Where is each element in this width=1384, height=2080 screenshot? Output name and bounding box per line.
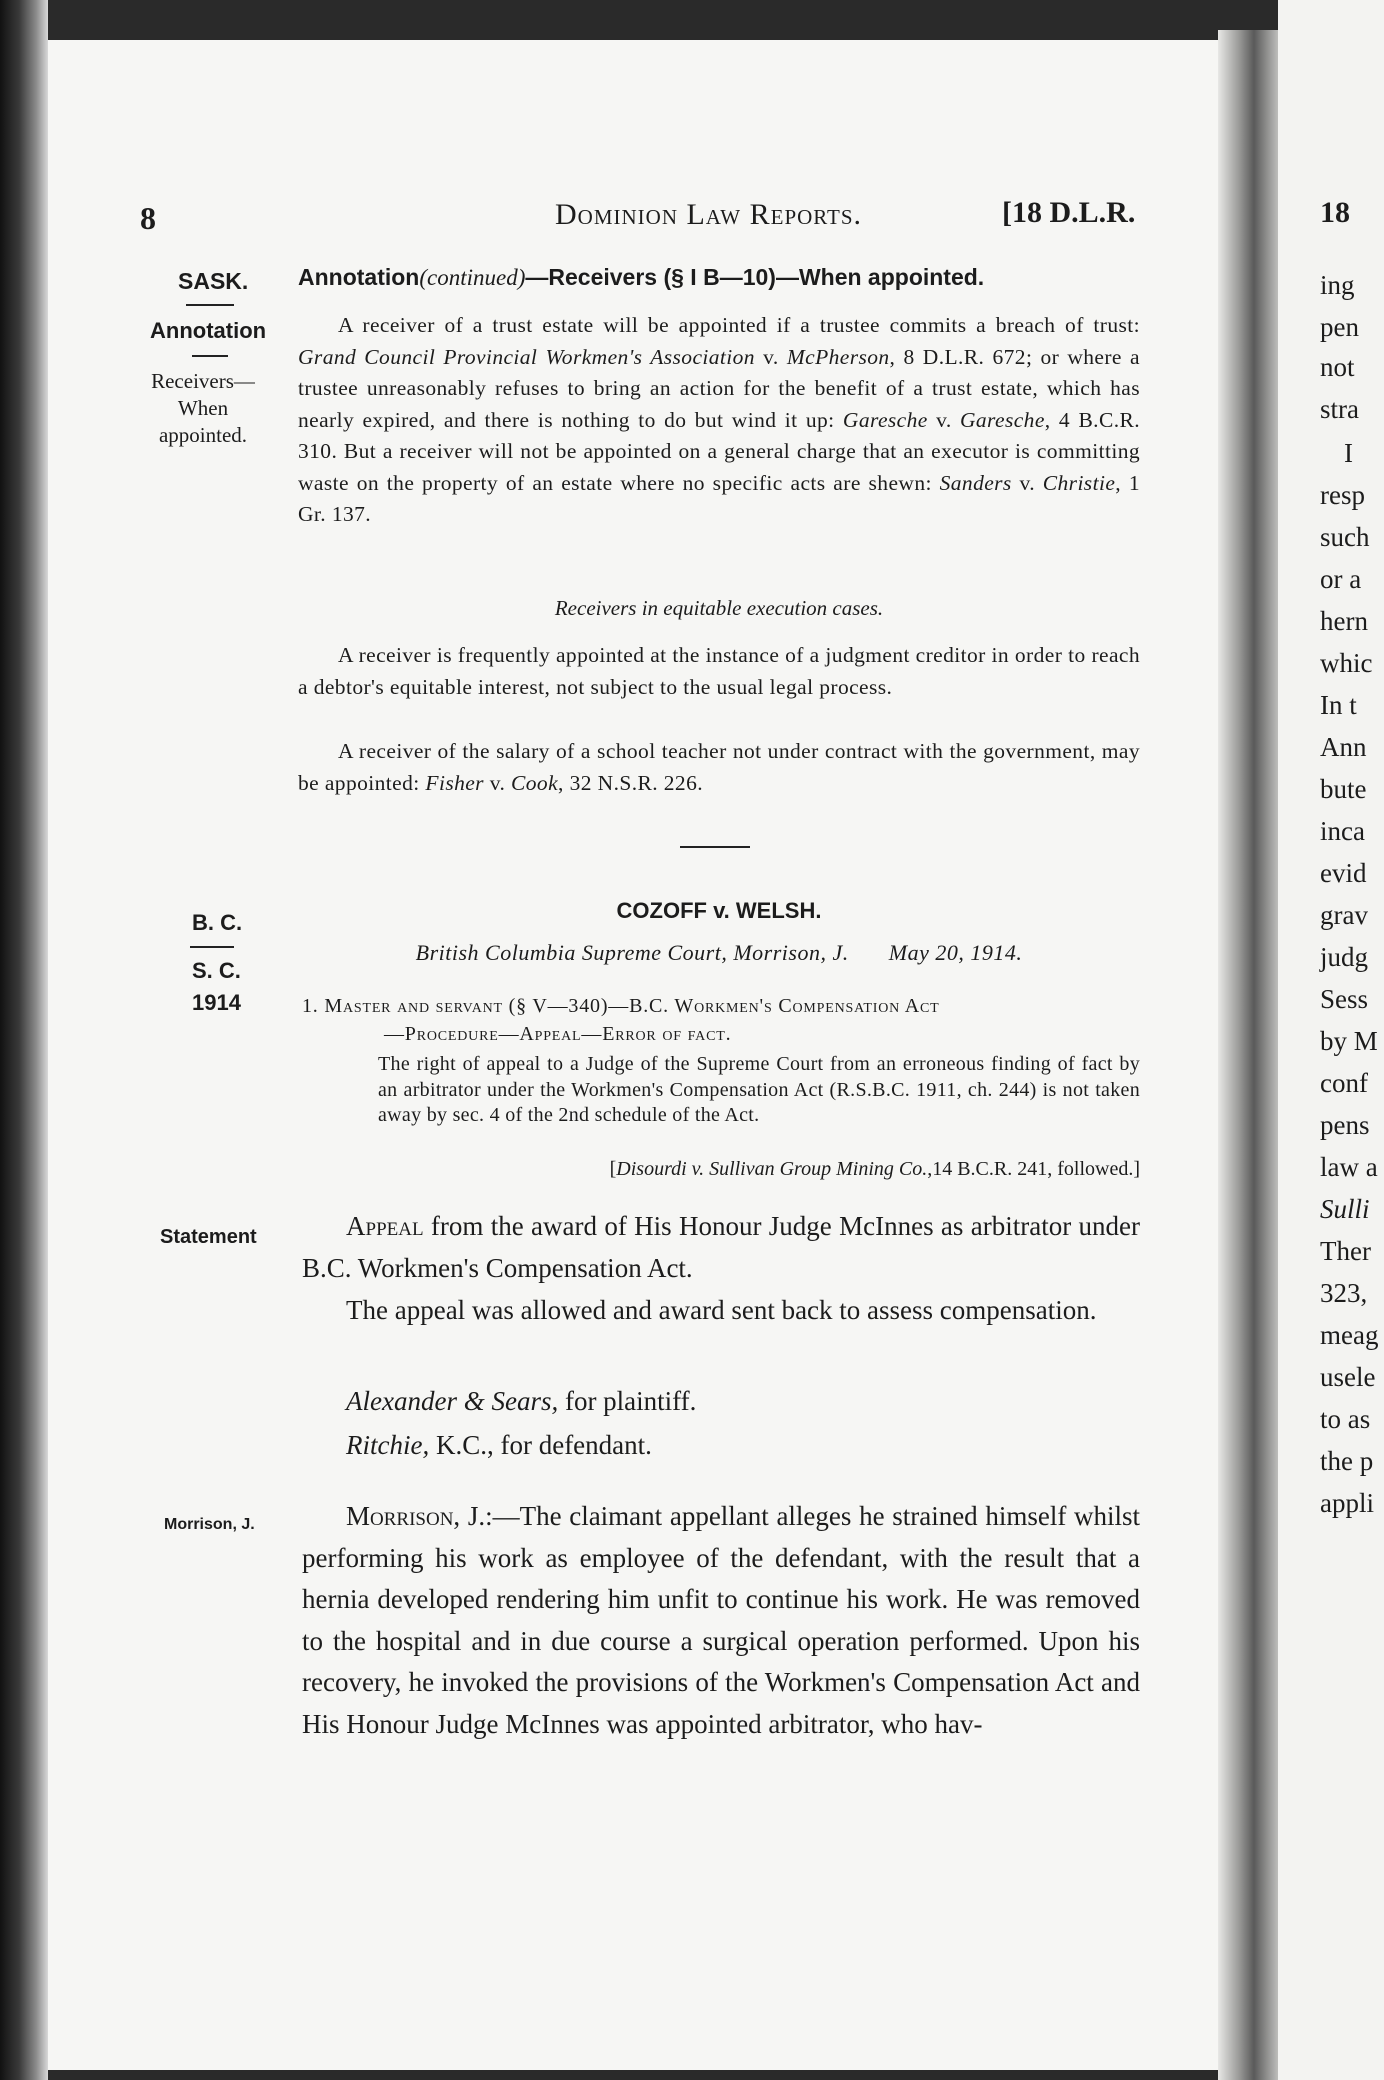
facing-page-line: not [1320, 352, 1355, 382]
case-name: McPherson [786, 344, 890, 369]
annotation-heading-bold: Annotation [298, 264, 420, 290]
statement-text: from the award of His Honour Judge McInnes as arbitrator under B.C. Workmen's Compensation Act. [302, 1211, 1140, 1283]
facing-page-line: Sulli [1320, 1194, 1370, 1224]
facing-page-header: 18 [1320, 196, 1350, 229]
facing-page-line: meag [1320, 1320, 1379, 1350]
facing-page-line: the p [1320, 1446, 1374, 1476]
annotation-heading-rest: —Receivers (§ I B—10)—When appointed. [525, 264, 985, 290]
judgment-text: :—The claimant appellant alleges he strained himself whilst performing his work as employee of the defendant, with the result that a hernia developed rendering him unfit to continue his work. He was removed to the hospital and in due course a surgical operation performed. Upon his recovery, he invoked the provisions of the Workmen's Compensation Act and His Honour Judge McInnes was appointed arbitrator, who hav- [302, 1501, 1140, 1739]
case-name: Christie [1042, 470, 1116, 495]
annotation-paragraph: A receiver is frequently appointed at the instance of a judgment creditor in order to reach a debtor's equitable interest, not subject to the usual legal process. [298, 643, 1140, 699]
book-spine-edge [0, 0, 48, 2080]
court-name: British Columbia Supreme Court, Morrison, J. [415, 940, 849, 965]
section-separator [680, 846, 750, 848]
facing-page-line: judg [1320, 942, 1369, 972]
headnote-catchwords [302, 992, 1140, 1048]
counsel-plaintiff [346, 1386, 696, 1417]
facing-page [1278, 0, 1384, 2080]
facing-page-line: grav [1320, 900, 1368, 930]
annotation-subheading: Receivers in equitable execution cases. [554, 596, 884, 620]
counsel-role: K.C., for defendant. [429, 1430, 652, 1460]
sidenote-year: 1914 [192, 990, 241, 1015]
facing-page-line: I [1344, 438, 1353, 468]
facing-page-line: usele [1320, 1362, 1376, 1392]
facing-page-line: such [1320, 522, 1370, 552]
sidenote-topic [138, 368, 268, 449]
sidenote-province: SASK. [178, 268, 249, 294]
headnote-catchwords-line: 1. Master and servant (§ V—340)—B.C. Workmen's Compensation Act [302, 995, 940, 1017]
sidenote-topic-line: When [177, 396, 229, 420]
case-name: Garesche [959, 407, 1045, 432]
sidenote-rule [186, 304, 234, 306]
case-name: Sanders [939, 470, 1012, 495]
case-name: Garesche [842, 407, 928, 432]
decision-date: May 20, 1914. [888, 940, 1023, 965]
annotation-heading [298, 264, 984, 291]
sidenote-statement: Statement [160, 1226, 257, 1248]
facing-page-line: evid [1320, 858, 1367, 888]
counsel-defendant [346, 1430, 652, 1461]
facing-page-line: appli [1320, 1488, 1374, 1518]
facing-page-line: to as [1320, 1404, 1371, 1434]
counsel-role: for plaintiff. [558, 1386, 697, 1416]
facing-page-line: inca [1320, 816, 1365, 846]
annotation-paragraph: A receiver of a trust estate will be appointed if a trustee commits a breach of trust: Grand Council Provincial Workmen's Association v. McPherson, 8 D.L.R. 672; or where a trustee unreasonably refuses to bring an action for the benefit of a trust estate, which has nearly expired, and there is nothing to do but wind it up: Garesche v. Garesche, 4 B.C.R. 310. But a receiver will not be appointed on a general charge that an executor is committing waste on the property of an estate where no specific acts are shewn: Sanders v. Christie, 1 Gr. 137. [298, 313, 1140, 526]
headnote-text: The right of appeal to a Judge of the Supreme Court from an erroneous finding of fact by an arbitrator under the Workmen's Compensation Act (R.S.B.C. 1911, ch. 244) is not taken away by sec. 4 of the 2nd schedule of the Act. [378, 1053, 1140, 1126]
facing-page-line: In t [1320, 690, 1357, 720]
citation-reference: ,14 B.C.R. 241, followed.] [927, 1158, 1140, 1180]
headnote-catchwords-line: —Procedure—Appeal—Error of fact. [384, 1023, 732, 1045]
sidenote-topic-line: appointed. [158, 423, 248, 447]
facing-page-line: law a [1320, 1152, 1378, 1182]
sidenote-rule [192, 355, 228, 357]
court-line [298, 940, 1140, 966]
sidenote-judge: Morrison, J. [164, 1516, 255, 1533]
facing-page-line: by M [1320, 1026, 1378, 1056]
judgment-lead: Morrison, J. [346, 1501, 486, 1531]
statement-lead: Appeal [346, 1211, 424, 1241]
page-number: 8 [140, 200, 156, 236]
book-gutter [1218, 30, 1278, 2080]
facing-page-line: Ann [1320, 732, 1367, 762]
facing-page-line: pens [1320, 1110, 1370, 1140]
annotation-paragraph: A receiver of the salary of a school teacher not under contract with the government, may be appointed: Fisher v. Cook, 32 N.S.R. 226. [298, 739, 1140, 795]
sidenote-topic-line: Receivers— [151, 369, 255, 393]
judgment-paragraph [302, 1496, 1140, 1745]
volume-reference: [18 D.L.R. [1002, 196, 1136, 229]
citation-case-name: Disourdi v. Sullivan Group Mining Co. [616, 1158, 928, 1180]
statement-paragraph [302, 1206, 1140, 1289]
sidenote-annotation: Annotation [150, 318, 267, 343]
running-title: Dominion Law Reports. [555, 198, 863, 231]
case-name: Cook [511, 770, 559, 795]
sidenote-court: S. C. [192, 958, 241, 983]
sidenote-province: B. C. [192, 910, 243, 935]
facing-page-line: resp [1320, 480, 1365, 510]
annotation-heading-italic: (continued) [419, 265, 526, 290]
facing-page-line: pen [1320, 312, 1359, 342]
counsel-name: Alexander & Sears, [346, 1386, 559, 1416]
sidenote-rule [190, 946, 234, 948]
counsel-name: Ritchie, [346, 1430, 430, 1460]
facing-page-line: hern [1320, 606, 1368, 636]
facing-page-line: bute [1320, 774, 1367, 804]
followed-citation: [Disourdi v. Sullivan Group Mining Co.,14 B.C.R. 241, followed.] [609, 1158, 1140, 1180]
facing-page-line: Sess [1320, 984, 1369, 1014]
facing-page-line: whic [1320, 648, 1373, 678]
facing-page-line: 323, [1320, 1278, 1368, 1308]
facing-page-line: ing [1320, 270, 1355, 300]
case-name: Grand Council Provincial Workmen's Association [298, 344, 755, 369]
result-paragraph: The appeal was allowed and award sent back to assess compensation. [346, 1295, 1097, 1325]
facing-page-line: Ther [1320, 1236, 1371, 1266]
facing-page-line: or a [1320, 564, 1362, 594]
facing-page-line: conf [1320, 1068, 1368, 1098]
facing-page-line: stra [1320, 394, 1359, 424]
case-name: Fisher [425, 770, 484, 795]
case-title: COZOFF v. WELSH. [616, 898, 822, 923]
